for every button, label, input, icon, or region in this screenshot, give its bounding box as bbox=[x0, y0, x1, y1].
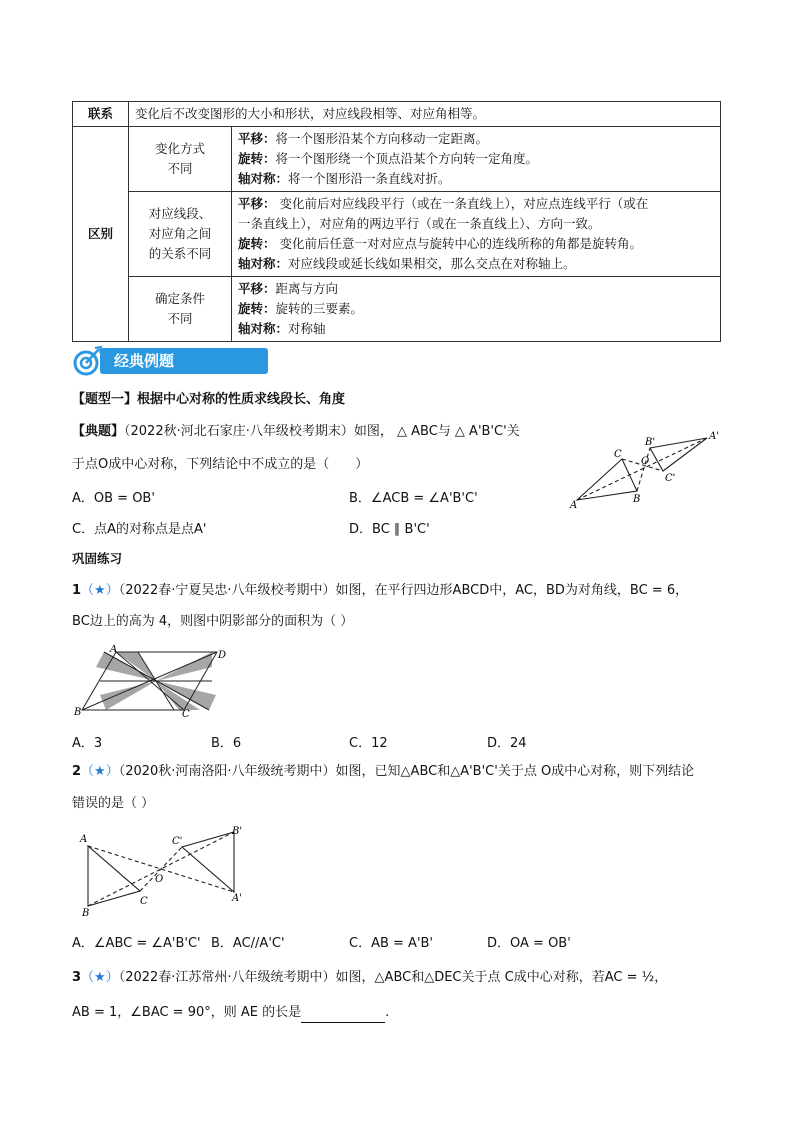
example-text: （2022秋·河北石家庄·八年级校考期末）如图， △ ABC与 △ A'B'C'关 bbox=[124, 424, 520, 439]
row-content bbox=[232, 192, 721, 277]
label-A-prime: A' bbox=[709, 431, 719, 442]
q2-text: （2020秋·河南洛阳·八年级统考期中）如图，已知△ABC和△A'B'C'关于点 O成中心对称，则下列结论 bbox=[118, 764, 695, 779]
sub-label-line: 不同 bbox=[167, 311, 193, 326]
row-content bbox=[232, 277, 721, 342]
option-b[interactable]: B．∠ACB = ∠A'B'C' bbox=[349, 491, 478, 506]
example-line-1 bbox=[72, 422, 520, 442]
lianxi-label: 联系 bbox=[73, 102, 129, 127]
term: 旋转： bbox=[238, 301, 276, 316]
label-C-prime: C' bbox=[172, 836, 183, 847]
sub-label bbox=[129, 127, 232, 192]
lianxi-text: 变化后不改变图形的大小和形状，对应线段相等、对应角相等。 bbox=[129, 102, 721, 127]
definition: 变化前后任意一对对应点与旋转中心的连线所称的角都是旋转角。 bbox=[275, 236, 642, 251]
q2-option-d[interactable]: D．OA = OB' bbox=[487, 936, 571, 951]
q1-number: 1 bbox=[72, 583, 82, 598]
label-A-prime: A' bbox=[232, 893, 242, 904]
definition: 将一个图形沿某个方向移动一定距离。 bbox=[275, 131, 489, 146]
term: 轴对称： bbox=[238, 321, 289, 336]
label-C: C bbox=[614, 449, 622, 460]
label-B-prime: B' bbox=[232, 826, 243, 837]
q1-line-1 bbox=[72, 581, 688, 601]
table-row bbox=[73, 192, 721, 277]
q2-line-1 bbox=[72, 762, 694, 782]
q2-option-a[interactable]: A．∠ABC = ∠A'B'C' bbox=[72, 936, 201, 951]
star-icon: （★） bbox=[81, 970, 119, 985]
banner-title: 经典例题 bbox=[100, 348, 268, 374]
example-line-2: 于点O成中心对称，下列结论中不成立的是（ ） bbox=[72, 457, 369, 472]
option-c[interactable]: C．点A的对称点是点A' bbox=[72, 522, 207, 537]
option-d[interactable]: D．BC ∥ B'C' bbox=[349, 522, 430, 537]
example-tag: 【典题】 bbox=[72, 424, 125, 439]
q3-text: AB = 1，∠BAC = 90°，则 AE 的长是 bbox=[72, 1005, 302, 1020]
sub-label-line: 对应角之间 bbox=[148, 226, 212, 241]
term: 平移： bbox=[238, 196, 276, 211]
label-B: B bbox=[633, 494, 641, 505]
q1-option-b[interactable]: B．6 bbox=[211, 736, 242, 751]
q1-line-2: BC边上的高为 4，则图中阴影部分的面积为（ ） bbox=[72, 614, 354, 629]
term: 旋转： bbox=[238, 236, 276, 251]
q2-option-b[interactable]: B．AC//A'C' bbox=[211, 936, 285, 951]
comparison-table bbox=[72, 101, 721, 342]
definition: 变化前后对应线段平行（或在一条直线上），对应点连线平行（或在 bbox=[275, 196, 649, 211]
term: 轴对称： bbox=[238, 256, 289, 271]
answer-blank[interactable] bbox=[301, 1008, 385, 1023]
row-content bbox=[232, 127, 721, 192]
label-C: C bbox=[140, 896, 148, 907]
term: 轴对称： bbox=[238, 171, 289, 186]
table-row bbox=[73, 277, 721, 342]
sub-label-line: 的关系不同 bbox=[148, 246, 212, 261]
label-B: B bbox=[74, 707, 82, 717]
term: 旋转： bbox=[238, 151, 276, 166]
definition: 一条直线上），对应角的两边平行（或在一条直线上）、方向一致。 bbox=[238, 216, 601, 231]
figure-2 bbox=[72, 824, 257, 919]
table-row bbox=[73, 127, 721, 192]
definition: 旋转的三要素。 bbox=[275, 301, 364, 316]
term: 平移： bbox=[238, 281, 276, 296]
q1-option-d[interactable]: D．24 bbox=[487, 736, 527, 751]
label-B: B bbox=[82, 908, 90, 919]
label-D: D bbox=[218, 650, 227, 661]
q1-option-c[interactable]: C．12 bbox=[349, 736, 388, 751]
label-O: O bbox=[155, 874, 164, 885]
definition: 对称轴 bbox=[288, 321, 326, 336]
practice-title: 巩固练习 bbox=[72, 551, 123, 566]
sub-label-line: 确定条件 bbox=[154, 291, 205, 306]
definition: 将一个图形沿一条直线对折。 bbox=[288, 171, 451, 186]
q3-line-2 bbox=[72, 1003, 389, 1023]
sub-label-line: 不同 bbox=[167, 161, 193, 176]
definition: 对应线段或延长线如果相交，那么交点在对称轴上。 bbox=[288, 256, 576, 271]
sub-label-line: 变化方式 bbox=[154, 141, 205, 156]
label-A: A bbox=[110, 645, 118, 655]
sub-label-line: 对应线段、 bbox=[148, 206, 212, 221]
label-B-prime: B' bbox=[645, 437, 656, 448]
q2-line-2: 错误的是（ ） bbox=[72, 796, 155, 811]
sub-label bbox=[129, 192, 232, 277]
q1-option-a[interactable]: A．3 bbox=[72, 736, 103, 751]
q2-option-c[interactable]: C．AB = A'B' bbox=[349, 936, 434, 951]
label-C: C bbox=[182, 709, 190, 717]
q3-line-1 bbox=[72, 968, 667, 988]
qubie-label: 区别 bbox=[73, 127, 129, 342]
sub-label bbox=[129, 277, 232, 342]
q3-number: 3 bbox=[72, 970, 82, 985]
option-a[interactable]: A．OB = OB' bbox=[72, 491, 155, 506]
definition: 将一个图形绕一个顶点沿某个方向转一定角度。 bbox=[275, 151, 539, 166]
figure-1 bbox=[565, 428, 725, 513]
label-A: A bbox=[80, 834, 88, 845]
figure-parallelogram bbox=[72, 645, 232, 717]
label-O: O bbox=[641, 456, 650, 467]
section-title: 【题型一】根据中心对称的性质求线段长、角度 bbox=[72, 392, 346, 407]
star-icon: （★） bbox=[81, 764, 119, 779]
label-C-prime: C' bbox=[665, 473, 676, 484]
q3-text: （2022春·江苏常州·八年级统考期中）如图，△ABC和△DEC关于点 C成中心对称，若AC = ½， bbox=[118, 970, 668, 985]
table-row bbox=[73, 102, 721, 127]
term: 平移： bbox=[238, 131, 276, 146]
q1-text: （2022春·宁夏吴忠·八年级校考期中）如图，在平行四边形ABCD中，AC，BD为对角线，BC = 6， bbox=[118, 583, 689, 598]
label-A: A bbox=[570, 500, 578, 511]
star-icon: （★） bbox=[81, 583, 119, 598]
q2-number: 2 bbox=[72, 764, 82, 779]
definition: 距离与方向 bbox=[275, 281, 339, 296]
q3-period: . bbox=[385, 1005, 390, 1020]
